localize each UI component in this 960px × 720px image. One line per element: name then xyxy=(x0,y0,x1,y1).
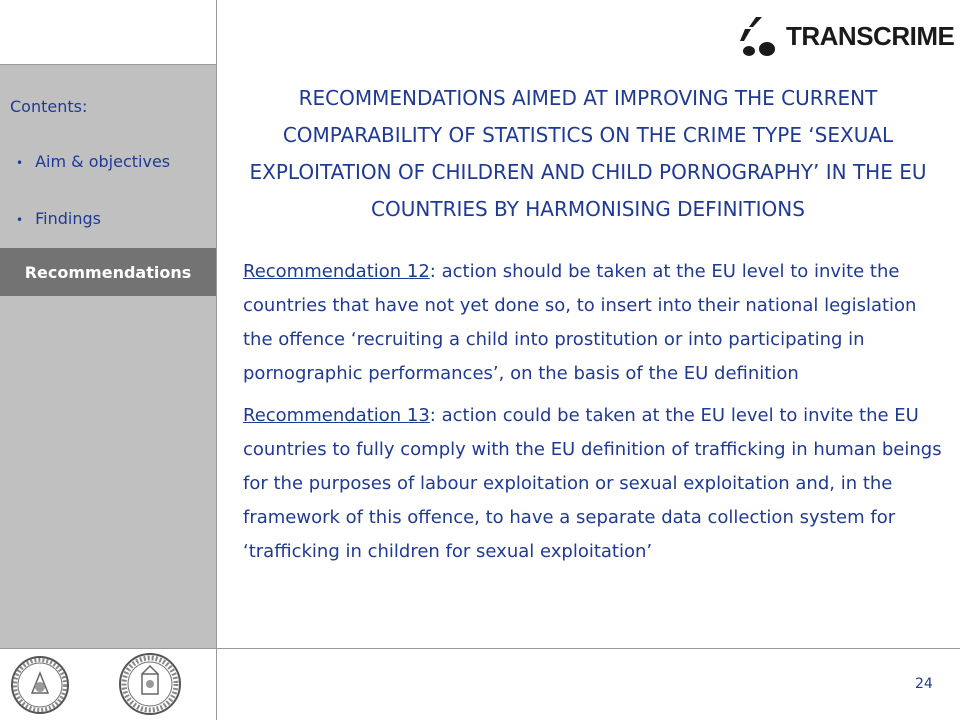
transcrime-logo xyxy=(740,12,954,60)
transcrime-logo-icon xyxy=(740,15,780,57)
recommendation-text: : action should be taken at the EU level to invite the countries that have not yet done so, to insert into their national legislation the offence ‘recruiting a child into prostitution or into participating in pornographic performances’, on the basis of the EU definition xyxy=(243,261,917,384)
vertical-divider xyxy=(216,0,217,720)
recommendation-text: : action could be taken at the EU level to invite the EU countries to fully comply with the EU definition of trafficking in human beings for the purposes of labour exploitation or sexual exploitation and, in the framework of this offence, to have a separate data collection system for ‘trafficking in children for sexual exploitation’ xyxy=(243,405,942,562)
bullet-icon: • xyxy=(16,156,24,170)
sidebar-item-recommendations[interactable]: Recommendations xyxy=(0,248,216,296)
sidebar-item-aim-objectives[interactable] xyxy=(16,152,170,171)
sidebar-item-findings[interactable] xyxy=(16,209,101,228)
recommendation-label: Recommendation 13 xyxy=(243,405,430,426)
bottom-divider xyxy=(0,648,960,649)
slide-title: RECOMMENDATIONS AIMED AT IMPROVING THE CURRENT COMPARABILITY OF STATISTICS ON THE CRIME TYPE ‘SEXUAL EXPLOITATION OF CHILDREN AND CHILD PORNOGRAPHY’ IN THE EU COUNTRIES BY HARMONISING DEFINITIONS xyxy=(249,86,927,221)
sidebar xyxy=(0,65,216,648)
page-number: 24 xyxy=(915,676,933,692)
bullet-icon: • xyxy=(16,213,24,227)
recommendation-13 xyxy=(243,399,943,569)
recommendation-label: Recommendation 12 xyxy=(243,261,430,282)
university-seal-icon xyxy=(10,655,70,715)
logo-text: TRANSCRIME xyxy=(786,20,955,51)
sidebar-item-label: Aim & objectives xyxy=(35,152,171,171)
contents-title: Contents: xyxy=(10,97,88,116)
sidebar-item-label: Findings xyxy=(35,209,101,228)
recommendations-list xyxy=(243,255,943,577)
recommendation-12 xyxy=(243,255,943,391)
universita-cattolica-seal-icon xyxy=(118,652,182,716)
